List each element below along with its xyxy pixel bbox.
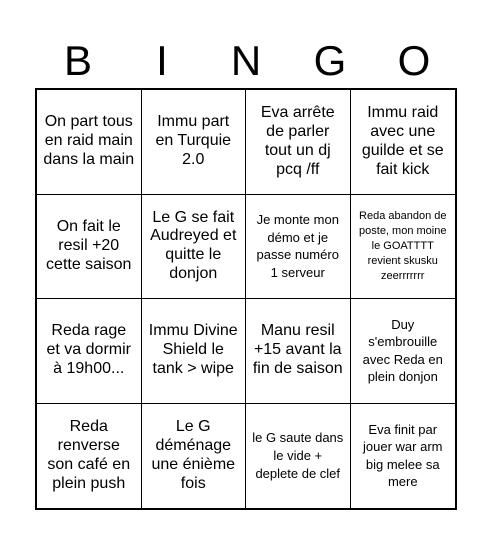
bingo-cell[interactable]: Reda abandon de poste, mon moine le GOATTTT revient skusku zeerrrrrrr [351,195,456,300]
bingo-card-grid [35,88,457,510]
header-letter-i: I [156,37,168,84]
header-letter-b: B [63,37,92,84]
bingo-cell[interactable]: Je monte mon démo et je passe numéro 1 serveur [246,195,351,300]
bingo-cell[interactable]: On fait le resil +20 cette saison [37,195,142,300]
header-letter-o: O [397,37,431,84]
bingo-cell[interactable]: Immu raid avec une guilde et se fait kick [351,90,456,195]
bingo-cell[interactable]: Reda rage et va dormir à 19h00... [37,299,142,404]
bingo-cell[interactable]: On part tous en raid main dans la main [37,90,142,195]
bingo-cell[interactable]: Reda renverse son café en plein push [37,404,142,509]
header-letter-g: G [313,37,347,84]
bingo-cell[interactable]: Eva finit par jouer war arm big melee sa mere [363,421,443,490]
bingo-cell[interactable]: Manu resil +15 avant la fin de saison [246,299,351,404]
bingo-cell[interactable]: Duy s'embrouille avec Reda en plein donjon [351,299,456,404]
bingo-cell[interactable]: Eva arrête de parler tout un dj pcq /ff [246,90,351,195]
bingo-header [36,36,456,86]
bingo-cell[interactable]: Le G se fait Audreyed et quitte le donjon [142,195,247,300]
header-letter-n: N [230,37,262,84]
bingo-cell[interactable]: Immu part en Turquie 2.0 [142,90,247,195]
bingo-cell[interactable]: Immu Divine Shield le tank > wipe [142,299,247,404]
bingo-cell[interactable]: Le G déménage une énième fois [142,404,247,509]
bingo-cell[interactable]: le G saute dans le vide + deplete de clef [246,404,351,509]
